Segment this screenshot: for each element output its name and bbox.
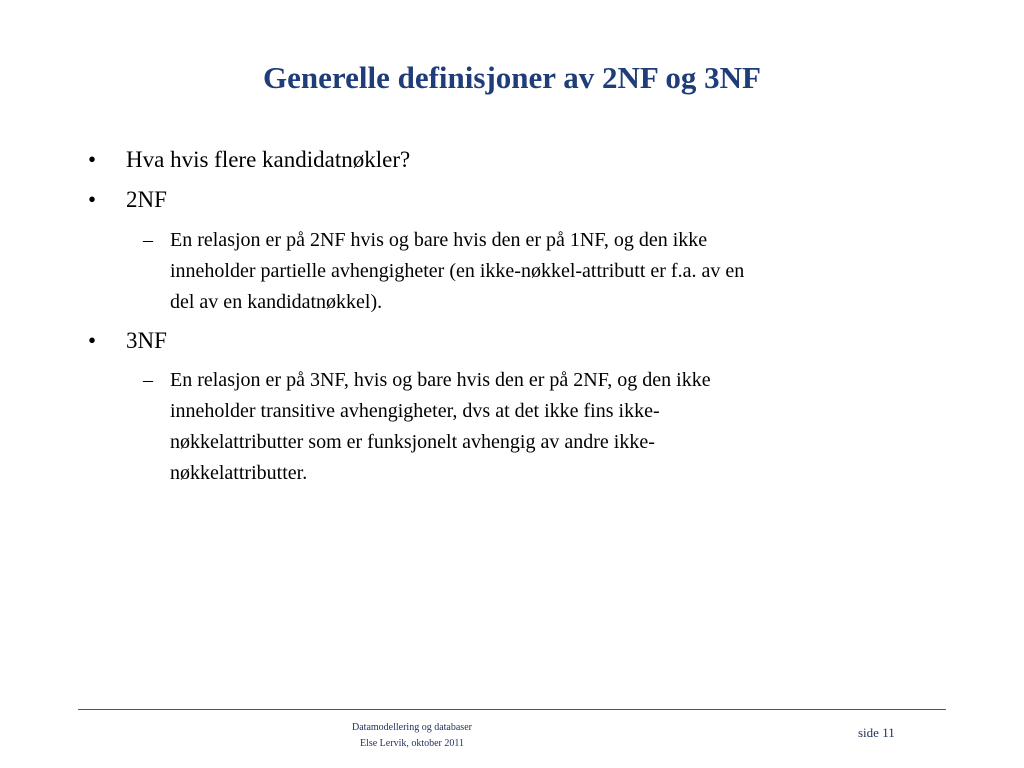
sub-bullet-line: nøkkelattributter som er funksjonelt avhengig av andre ikke-: [170, 431, 655, 453]
sub-bullet-line: En relasjon er på 3NF, hvis og bare hvis den er på 2NF, og den ikke: [170, 369, 711, 391]
footer-author-date: Else Lervik, oktober 2011: [359, 738, 465, 749]
sub-bullet-line: nøkkelattributter.: [170, 462, 308, 484]
bullet-marker: •: [88, 187, 97, 212]
bullet-text: 2NF: [126, 187, 167, 212]
sub-bullet-line: del av en kandidatnøkkel).: [170, 291, 383, 313]
bullet-marker: •: [88, 328, 97, 353]
sub-bullet-marker: –: [143, 369, 153, 391]
sub-bullet-line: inneholder transitive avhengigheter, dvs at det ikke fins ikke-: [170, 400, 660, 422]
sub-bullet-line: inneholder partielle avhengigheter (en ikke-nøkkel-attributt er f.a. av en: [170, 260, 745, 282]
footer-course: Datamodellering og databaser: [352, 722, 472, 733]
bullet-text: Hva hvis flere kandidatnøkler?: [126, 147, 411, 172]
page-number: side 11: [858, 725, 895, 740]
bullet-marker: •: [88, 147, 97, 172]
sub-bullet-line: En relasjon er på 2NF hvis og bare hvis den er på 1NF, og den ikke: [170, 229, 708, 251]
bullet-text: 3NF: [126, 328, 167, 353]
sub-bullet-marker: –: [143, 229, 153, 251]
footer-info: [312, 720, 512, 752]
slide-title: Generelle definisjoner av 2NF og 3NF: [263, 60, 761, 95]
footer-divider: [78, 709, 946, 710]
